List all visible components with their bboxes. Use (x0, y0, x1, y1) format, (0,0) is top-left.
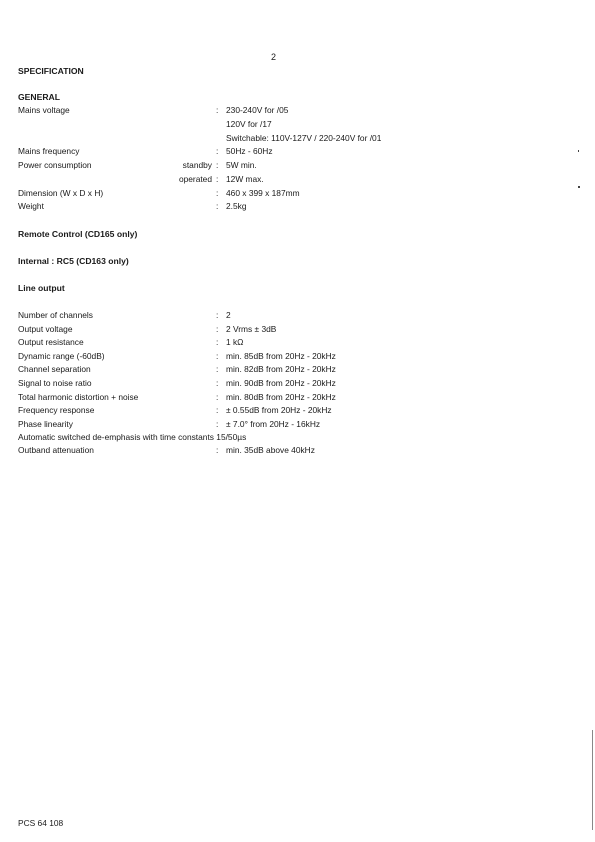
internal-heading: Internal : RC5 (CD163 only) (18, 256, 129, 266)
line-output-row-value: ± 7.0° from 20Hz - 16kHz (226, 418, 321, 429)
weight-label: Weight (18, 201, 44, 211)
mains-voltage-value-3: Switchable: 110V-127V / 220-240V for /01 (226, 133, 382, 143)
outband-label: Outband attenuation (18, 445, 94, 455)
scan-speck (578, 186, 580, 188)
operated-value: 12W max. (226, 174, 264, 184)
line-output-row-value: min. 82dB from 20Hz - 20kHz (226, 364, 336, 375)
general-heading: GENERAL (18, 92, 61, 102)
page-title: SPECIFICATION (18, 66, 84, 76)
line-output-row-label: Number of channels (18, 310, 93, 320)
weight-value: 2.5kg (226, 201, 247, 211)
line-output-row-value: 1 kΩ (226, 337, 244, 348)
line-output-row-value: ± 0.55dB from 20Hz - 20kHz (226, 405, 332, 416)
colon: : (216, 350, 219, 361)
colon: : (216, 201, 219, 211)
outband-value: min. 35dB above 40kHz (226, 445, 315, 455)
standby-value: 5W min. (226, 160, 257, 170)
mains-frequency-label: Mains frequency (18, 146, 80, 156)
colon: : (216, 418, 219, 429)
line-output-row-label: Frequency response (18, 405, 95, 416)
line-output-row-label: Phase linearity (18, 418, 73, 429)
line-output-row-label: Output resistance (18, 337, 84, 348)
mains-voltage-label: Mains voltage (18, 105, 70, 115)
colon: : (216, 391, 219, 402)
mains-frequency-value: 50Hz - 60Hz (226, 146, 273, 156)
line-output-row-value: 2 (226, 310, 231, 320)
line-output-row-value: 2 Vrms ± 3dB (226, 323, 277, 334)
line-output-row-label: Output voltage (18, 323, 73, 334)
colon: : (216, 146, 219, 156)
line-output-row-value: min. 85dB from 20Hz - 20kHz (226, 350, 336, 361)
line-output-row-label: Total harmonic distortion + noise (18, 391, 139, 402)
line-output-row-value: min. 90dB from 20Hz - 20kHz (226, 378, 336, 388)
colon: : (216, 405, 219, 416)
colon: : (216, 364, 219, 375)
mains-voltage-value-2: 120V for /17 (226, 119, 272, 129)
operated-label: operated (178, 174, 212, 184)
colon: : (216, 174, 219, 184)
colon: : (216, 188, 219, 198)
line-output-row-label: Dynamic range (-60dB) (18, 350, 105, 361)
colon: : (216, 160, 219, 170)
colon: : (216, 378, 219, 388)
colon: : (216, 323, 219, 334)
line-output-heading: Line output (18, 283, 65, 293)
scan-edge (592, 730, 593, 830)
document-code: PCS 64 108 (18, 818, 64, 828)
line-output-row-label: Channel separation (18, 364, 91, 375)
dimension-label: Dimension (W x D x H) (18, 188, 104, 198)
power-consumption-label: Power consumption (18, 160, 92, 170)
dimension-value: 460 x 399 x 187mm (226, 188, 300, 198)
scan-speck (578, 150, 579, 152)
colon: : (216, 337, 219, 348)
remote-control-heading: Remote Control (CD165 only) (18, 229, 138, 239)
colon: : (216, 445, 219, 455)
colon: : (216, 310, 219, 320)
page-number: 2 (271, 52, 277, 62)
line-output-row-label: Signal to noise ratio (18, 378, 92, 388)
colon: : (216, 105, 219, 115)
line-output-row-value: min. 80dB from 20Hz - 20kHz (226, 391, 336, 402)
standby-label: standby (182, 160, 212, 170)
de-emphasis-note: Automatic switched de-emphasis with time constants 15/50µs (18, 432, 247, 442)
mains-voltage-value-1: 230-240V for /05 (226, 105, 289, 115)
